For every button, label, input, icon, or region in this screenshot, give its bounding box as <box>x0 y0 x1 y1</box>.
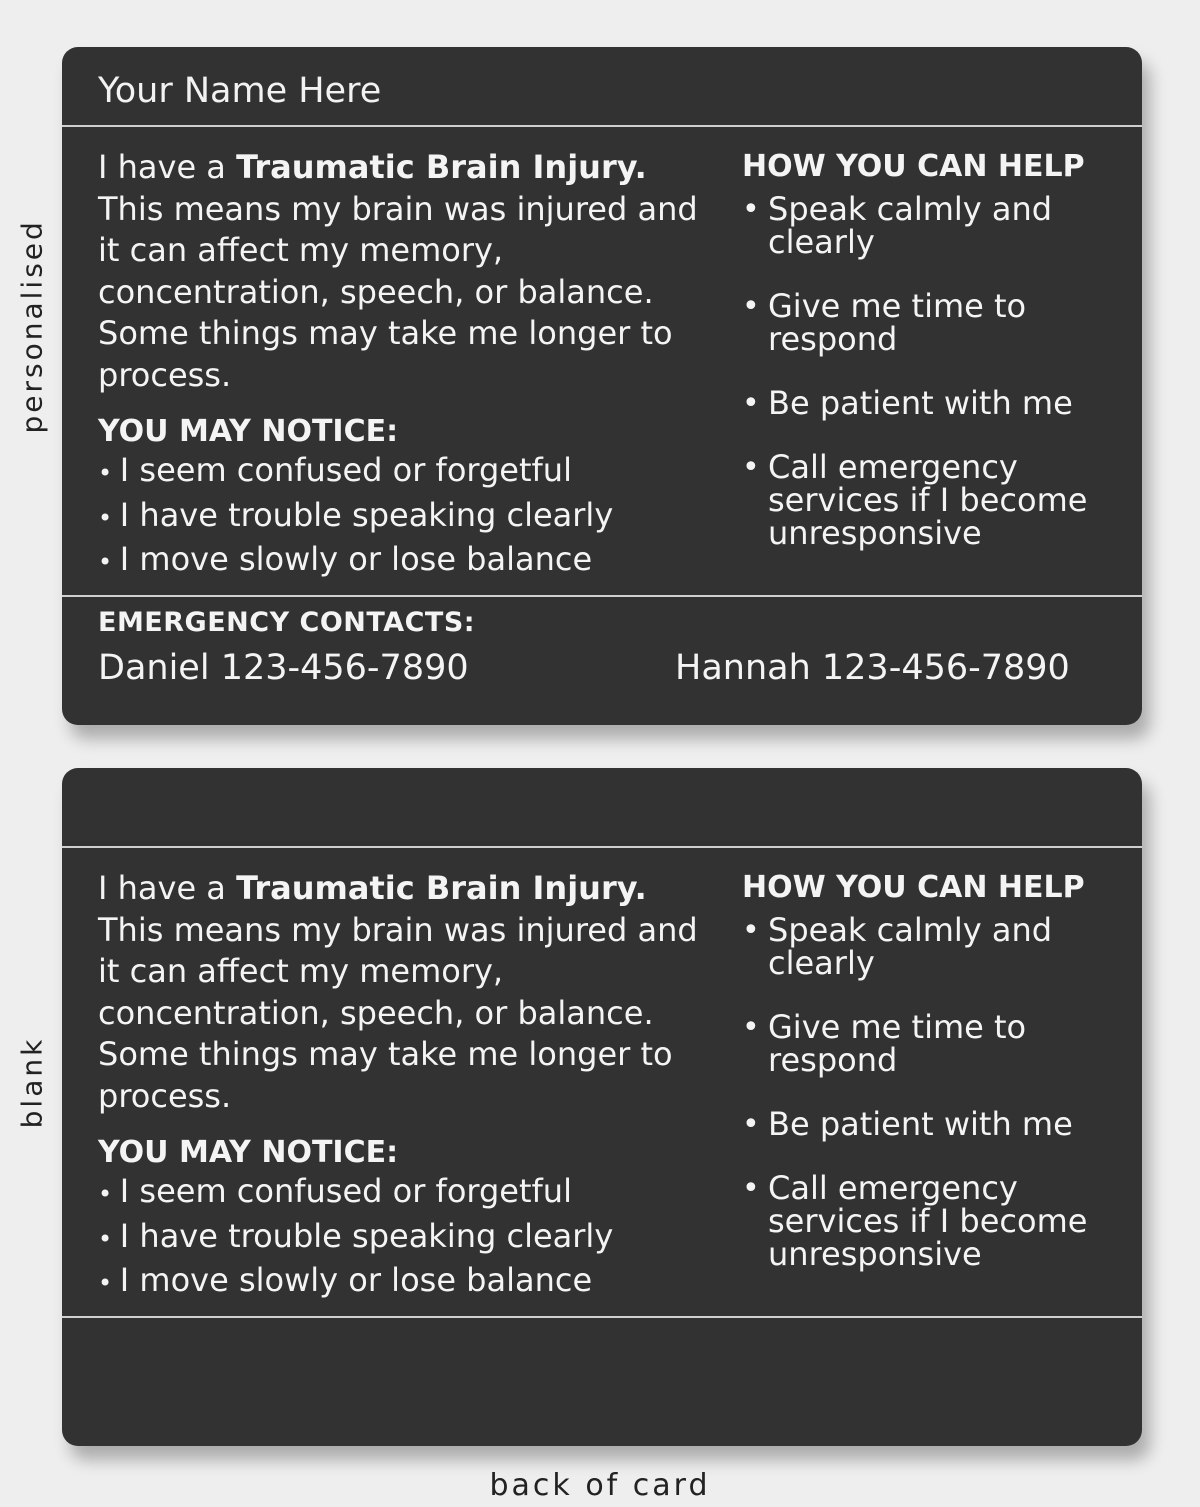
blank-label: blank <box>15 1036 49 1129</box>
help-list <box>742 911 1122 1273</box>
help-list <box>742 190 1122 552</box>
help-item: • Give me time to respond <box>742 1011 1122 1077</box>
help-title: HOW YOU CAN HELP <box>742 149 1085 184</box>
notice-title: YOU MAY NOTICE: <box>98 1135 399 1170</box>
notice-item: • I seem confused or forgetful <box>98 1171 698 1216</box>
blank-card <box>62 768 1142 1446</box>
personalised-card <box>62 47 1142 725</box>
help-item: • Give me time to respond <box>742 290 1122 356</box>
info-column <box>98 147 698 584</box>
divider <box>62 1316 1142 1318</box>
card-header <box>62 47 1142 127</box>
help-item: • Call emergency services if I become unresponsive <box>742 1172 1122 1271</box>
help-item: • Call emergency services if I become unresponsive <box>742 451 1122 550</box>
notice-item: • I move slowly or lose balance <box>98 1260 698 1305</box>
back-of-card-label: back of card <box>489 1468 711 1503</box>
card-header-blank <box>62 768 1142 848</box>
help-column <box>742 147 1122 581</box>
intro-text: I have a Traumatic Brain Injury. This means my brain was injured and it can affect my memory, concentration, speech, or balance. Some things may take me longer to process. <box>98 148 698 394</box>
contacts-title: EMERGENCY CONTACTS: <box>98 607 476 638</box>
help-item: • Be patient with me <box>742 1108 1122 1141</box>
personalised-label: personalised <box>15 219 49 434</box>
info-column <box>98 868 698 1305</box>
notice-item: • I have trouble speaking clearly <box>98 495 698 540</box>
notice-list <box>98 450 698 584</box>
notice-list <box>98 1171 698 1305</box>
notice-item: • I seem confused or forgetful <box>98 450 698 495</box>
help-item: • Speak calmly and clearly <box>742 193 1122 259</box>
help-column <box>742 868 1122 1302</box>
help-title: HOW YOU CAN HELP <box>742 870 1085 905</box>
divider <box>62 595 1142 597</box>
contact-daniel: Daniel 123-456-7890 <box>98 648 469 688</box>
card-name: Your Name Here <box>98 71 382 111</box>
notice-item: • I move slowly or lose balance <box>98 539 698 584</box>
intro-text: I have a Traumatic Brain Injury. This means my brain was injured and it can affect my memory, concentration, speech, or balance. Some things may take me longer to process. <box>98 869 698 1115</box>
notice-item: • I have trouble speaking clearly <box>98 1216 698 1261</box>
help-item: • Be patient with me <box>742 387 1122 420</box>
notice-title: YOU MAY NOTICE: <box>98 414 399 449</box>
help-item: • Speak calmly and clearly <box>742 914 1122 980</box>
contact-hannah: Hannah 123-456-7890 <box>675 648 1070 688</box>
